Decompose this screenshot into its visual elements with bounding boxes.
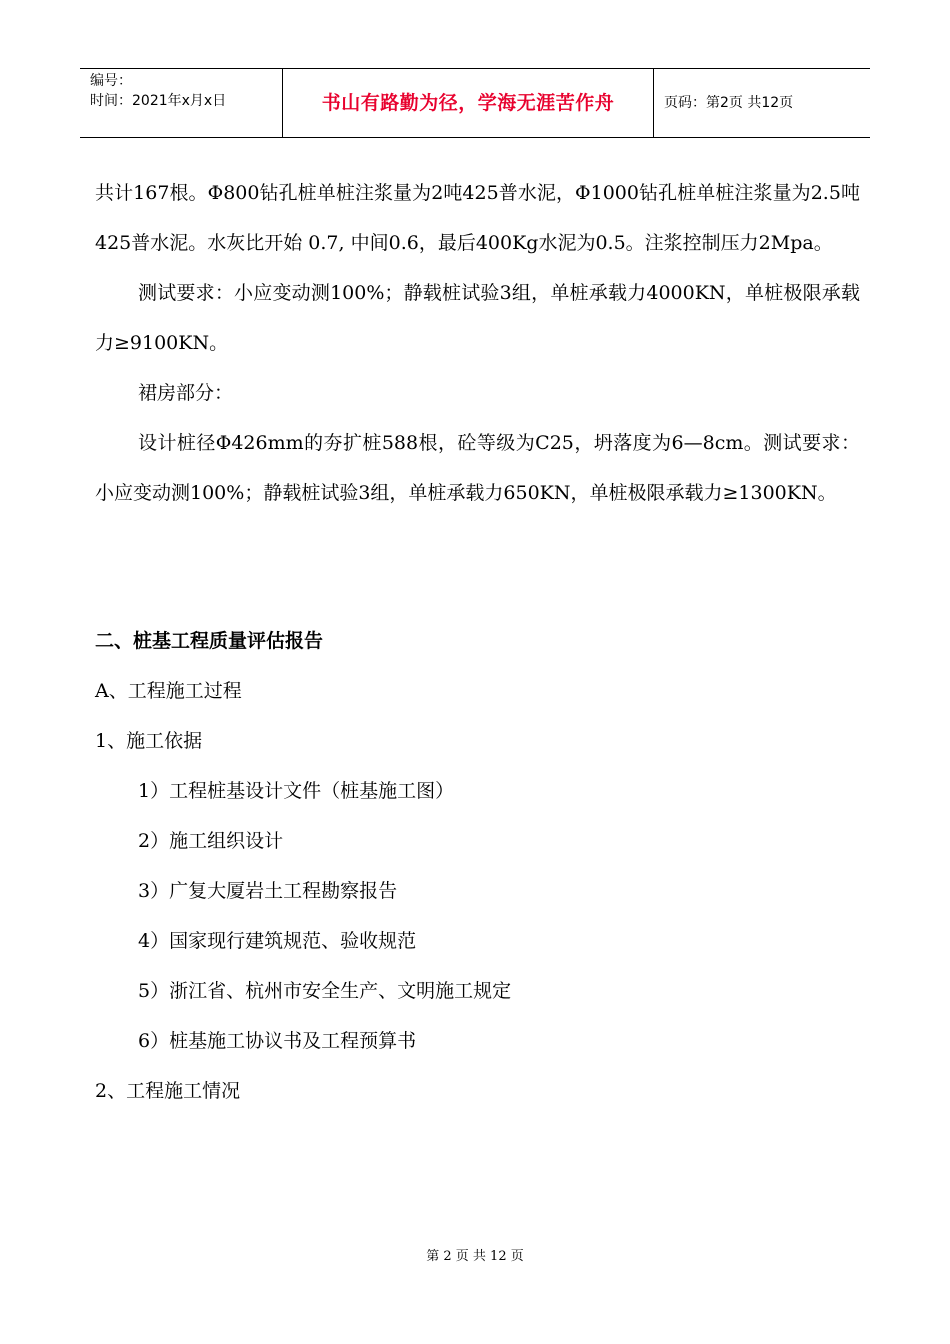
paragraph-test-requirements: 测试要求：小应变动测100%；静载桩试验3组，单桩承载力4000KN，单桩极限承载力≥9100KN。 (95, 282, 860, 354)
header-page-number: 页码：第2页 共12页 (664, 95, 794, 111)
list-item: 3）广复大厦岩土工程勘察报告 (138, 880, 398, 902)
paragraph-podium-piles: 设计桩径Φ426mm的夯扩桩588根，砼等级为C25，坍落度为6—8cm。测试要求：小应变动测100%；静载桩试验3组，单桩承载力650KN，单桩极限承载力≥1300KN。 (95, 432, 860, 504)
item-heading-construction: 2、工程施工情况 (95, 1080, 241, 1102)
subsection-heading: A、工程施工过程 (95, 680, 242, 702)
paragraph-podium-title: 裙房部分： (138, 382, 234, 404)
document-number-label: 编号： (90, 73, 132, 89)
header-meta (80, 69, 282, 137)
list-item: 5）浙江省、杭州市安全生产、文明施工规定 (138, 980, 512, 1002)
item-heading-basis: 1、施工依据 (95, 730, 203, 752)
paragraph-grouting: 共计167根。Φ800钻孔桩单桩注浆量为2吨425普水泥，Φ1000钻孔桩单桩注浆量为2.5吨425普水泥。水灰比开始 0.7, 中间0.6，最后400Kg水泥为0.5。注浆控制压力2Mpa。 (95, 182, 860, 254)
page-footer: 第 2 页 共 12 页 (426, 1249, 524, 1264)
page-header (80, 68, 870, 138)
document-date-label: 时间：2021年x月x日 (90, 93, 227, 109)
section-spacer (95, 518, 860, 616)
list-item: 6）桩基施工协议书及工程预算书 (138, 1030, 417, 1052)
list-item: 2）施工组织设计 (138, 830, 284, 852)
list-item: 4）国家现行建筑规范、验收规范 (138, 930, 417, 952)
document-body (95, 168, 860, 1116)
list-item: 1）工程桩基设计文件（桩基施工图） (138, 780, 455, 802)
section-heading: 二、桩基工程质量评估报告 (95, 630, 324, 652)
header-motto: 书山有路勤为径，学海无涯苦作舟 (282, 69, 654, 137)
